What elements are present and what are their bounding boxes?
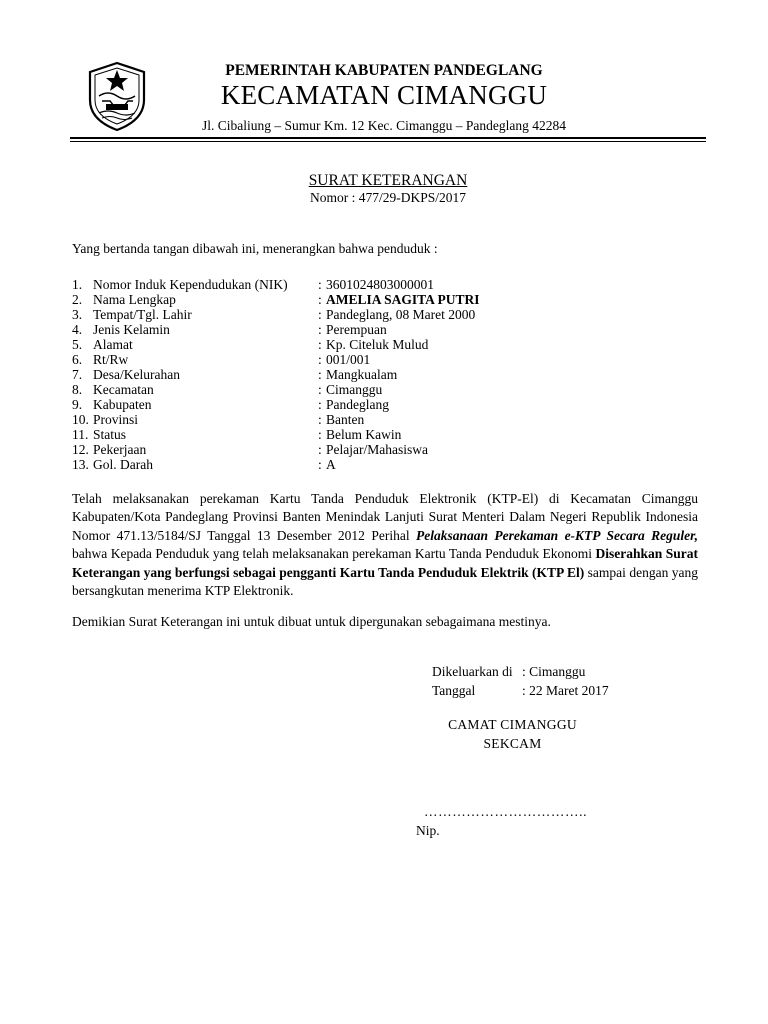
field-number: 4. bbox=[72, 322, 83, 337]
field-number: 10. bbox=[72, 412, 89, 427]
field-row-regency bbox=[72, 397, 632, 412]
resident-fields bbox=[72, 277, 632, 472]
field-value: Perempuan bbox=[326, 322, 387, 337]
field-number: 7. bbox=[72, 367, 83, 382]
field-label: Tempat/Tgl. Lahir bbox=[93, 307, 192, 322]
field-colon: : bbox=[318, 367, 322, 382]
field-number: 9. bbox=[72, 397, 83, 412]
body-text-1: Telah melaksanakan perekaman Kartu Tanda Penduduk Elektronik (KTP-El) di Kecamatan Cimanggu Kabupaten/Kota Pandeglang Provinsi Banten Menindak Lanjuti Surat Menteri Dalam Negeri Republik Indonesia Nomor 471.13/5184/SJ Tanggal 13 Desember 2012 Perihal bbox=[72, 491, 698, 543]
header-divider-thick bbox=[70, 137, 706, 139]
body-text-2: bahwa Kepada Penduduk yang telah melaksanakan perekaman Kartu Tanda Penduduk Ekonomi bbox=[72, 546, 596, 562]
field-colon: : bbox=[318, 457, 322, 472]
field-value: Pelajar/Mahasiswa bbox=[326, 442, 428, 457]
field-value: AMELIA SAGITA PUTRI bbox=[326, 292, 480, 307]
field-number: 6. bbox=[72, 352, 83, 367]
field-number: 8. bbox=[72, 382, 83, 397]
field-label: Alamat bbox=[93, 337, 133, 352]
field-label: Kabupaten bbox=[93, 397, 152, 412]
field-number: 3. bbox=[72, 307, 83, 322]
field-label: Nama Lengkap bbox=[93, 292, 176, 307]
header-divider-thin bbox=[70, 141, 706, 142]
date-value: : 22 Maret 2017 bbox=[522, 683, 609, 698]
field-colon: : bbox=[318, 292, 322, 307]
signatory-name-placeholder: …………………………….. bbox=[424, 804, 588, 819]
field-label: Desa/Kelurahan bbox=[93, 367, 180, 382]
field-number: 12. bbox=[72, 442, 89, 457]
field-row-village bbox=[72, 367, 632, 382]
field-number: 1. bbox=[72, 277, 83, 292]
field-row-blood-type bbox=[72, 457, 632, 472]
field-label: Nomor Induk Kependudukan (NIK) bbox=[93, 277, 288, 292]
field-row-occupation bbox=[72, 442, 632, 457]
government-name: PEMERINTAH KABUPATEN PANDEGLANG bbox=[225, 62, 543, 79]
document-title bbox=[70, 172, 706, 190]
field-row-rtrw bbox=[72, 352, 632, 367]
field-colon: : bbox=[318, 412, 322, 427]
field-row-address bbox=[72, 337, 632, 352]
field-colon: : bbox=[318, 442, 322, 457]
field-colon: : bbox=[318, 352, 322, 367]
body-emphasis-bold: Diserahkan Surat Keterangan yang berfungsi sebagai pengganti Kartu Tanda Penduduk Elektrik (KTP El) bbox=[72, 546, 698, 580]
field-value: Pandeglang bbox=[326, 397, 389, 412]
field-row-province bbox=[72, 412, 632, 427]
field-value: 3601024803000001 bbox=[326, 277, 434, 292]
field-value: Banten bbox=[326, 412, 365, 427]
field-value: 001/001 bbox=[326, 352, 371, 367]
field-colon: : bbox=[318, 427, 322, 442]
field-colon: : bbox=[318, 322, 322, 337]
field-value: Pandeglang, 08 Maret 2000 bbox=[326, 307, 476, 322]
field-number: 2. bbox=[72, 292, 83, 307]
field-label: Jenis Kelamin bbox=[93, 322, 170, 337]
body-paragraph bbox=[72, 490, 698, 600]
field-label: Status bbox=[93, 427, 127, 442]
issued-value: : Cimanggu bbox=[522, 664, 586, 679]
signatory-position: CAMAT CIMANGGU bbox=[448, 717, 577, 732]
field-value: Belum Kawin bbox=[326, 427, 402, 442]
intro-text: Yang bertanda tangan dibawah ini, menerangkan bahwa penduduk : bbox=[72, 241, 438, 256]
field-row-name bbox=[72, 292, 632, 307]
document-title-text: SURAT KETERANGAN bbox=[308, 172, 468, 189]
field-colon: : bbox=[318, 307, 322, 322]
field-row-district bbox=[72, 382, 632, 397]
field-colon: : bbox=[318, 337, 322, 352]
field-number: 5. bbox=[72, 337, 83, 352]
field-label: Gol. Darah bbox=[93, 457, 153, 472]
issued-label: Dikeluarkan di bbox=[432, 664, 513, 679]
issued-date bbox=[432, 683, 609, 699]
field-colon: : bbox=[318, 277, 322, 292]
document-number: Nomor : 477/29-DKPS/2017 bbox=[309, 190, 466, 205]
field-row-status bbox=[72, 427, 632, 442]
regency-emblem-logo bbox=[84, 60, 150, 132]
office-name: KECAMATAN CIMANGGU bbox=[220, 80, 548, 110]
field-label: Pekerjaan bbox=[93, 442, 147, 457]
field-row-birth bbox=[72, 307, 632, 322]
field-value: Kp. Citeluk Mulud bbox=[326, 337, 429, 352]
field-number: 11. bbox=[72, 427, 89, 442]
field-row-gender bbox=[72, 322, 632, 337]
signatory-sub-position: SEKCAM bbox=[483, 736, 542, 751]
field-label: Provinsi bbox=[93, 412, 139, 427]
field-row-nik bbox=[72, 277, 632, 292]
issued-place bbox=[432, 664, 585, 680]
field-value: Mangkualam bbox=[326, 367, 398, 382]
body-emphasis-italic: Pelaksanaan Perekaman e-KTP Secara Reguler, bbox=[416, 527, 698, 543]
field-number: 13. bbox=[72, 457, 89, 472]
office-address: Jl. Cibaliung – Sumur Km. 12 Kec. Cimanggu – Pandeglang 42284 bbox=[201, 118, 567, 133]
field-label: Kecamatan bbox=[93, 382, 154, 397]
field-value: A bbox=[326, 457, 336, 472]
closing-text: Demikian Surat Keterangan ini untuk dibuat untuk dipergunakan sebagaimana mestinya. bbox=[72, 614, 551, 629]
field-colon: : bbox=[318, 397, 322, 412]
date-label: Tanggal bbox=[432, 683, 476, 698]
nip-label: Nip. bbox=[416, 823, 440, 838]
field-value: Cimanggu bbox=[326, 382, 383, 397]
field-label: Rt/Rw bbox=[93, 352, 129, 367]
field-colon: : bbox=[318, 382, 322, 397]
body-text-3: sampai dengan yang bersangkutan menerima KTP Elektronik. bbox=[72, 564, 698, 599]
